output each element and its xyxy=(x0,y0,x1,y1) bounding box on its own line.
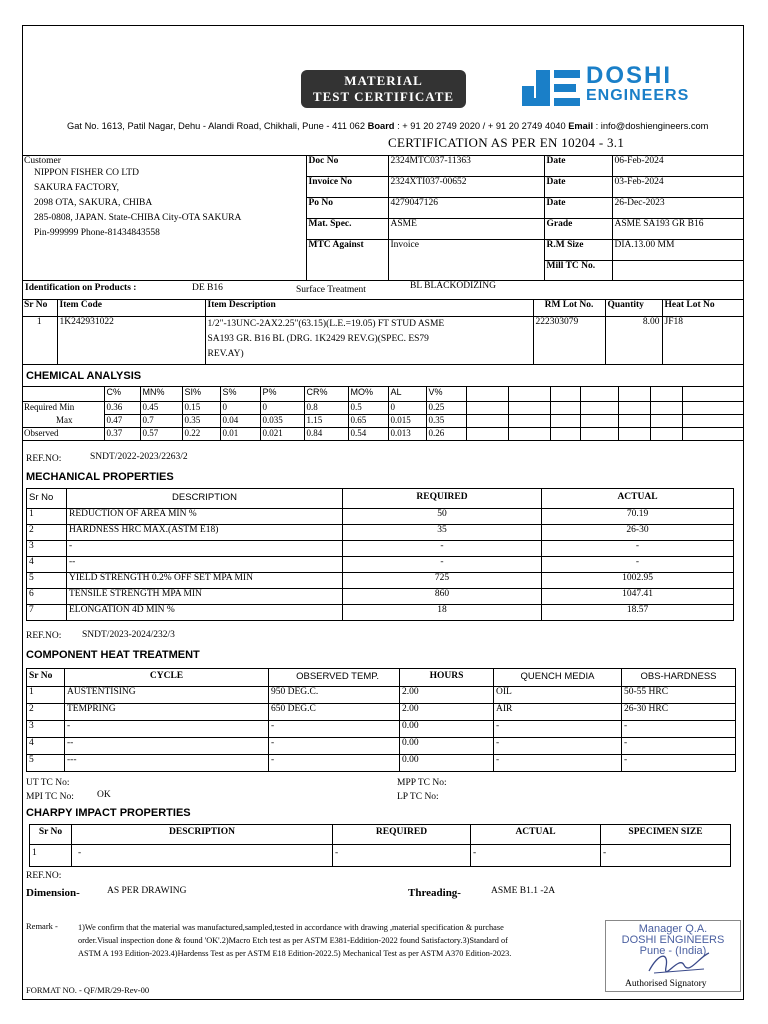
signature-icon xyxy=(644,947,714,977)
mech-desc: YIELD STRENGTH 0.2% OFF SET MPA MIN xyxy=(67,573,343,589)
mech-sr: 1 xyxy=(27,509,67,525)
blank-cell xyxy=(618,387,650,402)
certification-standard: CERTIFICATION AS PER EN 10204 - 3.1 xyxy=(388,135,625,150)
col-header: Sr No xyxy=(27,669,65,687)
blank-cell xyxy=(466,387,508,402)
logo-line2: ENGINEERS xyxy=(586,87,690,104)
col-header: Quantity xyxy=(605,300,662,317)
chem-ref-label: REF.NO: xyxy=(26,454,62,464)
chem-header: CR% xyxy=(304,387,348,402)
item-table xyxy=(22,299,744,365)
ht-hardness: - xyxy=(622,755,736,772)
stamp-line2: DOSHI ENGINEERS xyxy=(621,934,725,946)
company-logo-text xyxy=(586,62,690,106)
col-header: Item Description xyxy=(205,300,533,317)
mech-desc: - xyxy=(67,541,343,557)
heat-treatment-table xyxy=(26,668,736,772)
blank-cell xyxy=(618,415,650,428)
blank-cell xyxy=(22,387,104,402)
table-row xyxy=(27,687,736,704)
required-min-label: Required Min xyxy=(22,402,104,415)
mech-desc: HARDNESS HRC MAX.(ASTM E18) xyxy=(67,525,343,541)
mat-spec-value: ASME xyxy=(388,219,544,240)
col-header: QUENCH MEDIA xyxy=(494,669,622,687)
authorised-signatory: Authorised Signatory xyxy=(625,979,707,989)
customer-cell xyxy=(22,156,306,281)
item-sr: 1 xyxy=(22,317,57,365)
mech-desc: -- xyxy=(67,557,343,573)
chem-max: 0.35 xyxy=(182,415,220,428)
mill-tc-value xyxy=(612,261,744,281)
col-header: Sr No xyxy=(22,300,57,317)
chem-min: 0 xyxy=(260,402,304,415)
customer-line: 2098 OTA, SAKURA, CHIBA xyxy=(34,198,153,208)
mech-actual: 1002.95 xyxy=(542,573,734,589)
table-row xyxy=(27,557,734,573)
chem-observed: 0.021 xyxy=(260,428,304,441)
chem-max: 0.015 xyxy=(388,415,426,428)
observed-label: Observed xyxy=(22,428,104,441)
blank-cell xyxy=(580,415,618,428)
mech-actual: 26-30 xyxy=(542,525,734,541)
table-row xyxy=(27,704,736,721)
chem-max: 1.15 xyxy=(304,415,348,428)
mech-actual: - xyxy=(542,541,734,557)
dimension-value: AS PER DRAWING xyxy=(107,886,187,896)
table-row xyxy=(27,509,734,525)
identification-value: DE B16 xyxy=(192,283,223,293)
charpy-sr: 1 xyxy=(30,845,72,867)
charpy-size: - xyxy=(601,845,731,867)
mech-actual: 70.19 xyxy=(542,509,734,525)
table-row xyxy=(27,721,736,738)
blank-cell xyxy=(466,428,508,441)
charpy-required: - xyxy=(333,845,471,867)
chem-max: 0.7 xyxy=(140,415,182,428)
ht-cycle: AUSTENTISING xyxy=(65,687,269,704)
chem-header: MN% xyxy=(140,387,182,402)
blank-cell xyxy=(466,402,508,415)
ht-sr: 5 xyxy=(27,755,65,772)
col-header: RM Lot No. xyxy=(533,300,605,317)
item-rm-lot: 222303079 xyxy=(533,317,605,365)
customer-line: 285-0808, JAPAN. State-CHIBA City-OTA SAKURA xyxy=(34,213,242,223)
chem-header: C% xyxy=(104,387,140,402)
blank-cell xyxy=(682,387,744,402)
ht-temp: - xyxy=(269,755,400,772)
table-row xyxy=(27,589,734,605)
mech-sr: 4 xyxy=(27,557,67,573)
ht-hours: 0.00 xyxy=(400,755,494,772)
chem-max: 0.35 xyxy=(426,415,466,428)
format-number: FORMAT NO. - QF/MR/29-Rev-00 xyxy=(26,985,150,995)
doshi-logo-icon xyxy=(522,68,582,108)
stamp-line3: Pune - (India) xyxy=(639,945,707,957)
mech-sr: 2 xyxy=(27,525,67,541)
chem-min: 0.8 xyxy=(304,402,348,415)
blank-cell xyxy=(580,402,618,415)
ht-hours: 0.00 xyxy=(400,721,494,738)
table-row xyxy=(27,573,734,589)
charpy-desc: - xyxy=(72,845,333,867)
title-badge xyxy=(301,70,466,108)
badge-line1: MATERIAL xyxy=(344,73,423,88)
table-row xyxy=(22,415,744,428)
remark-line: ASTM A 193 Edition-2023.4)Hardenss Test as per ASTM E18 Edition-2022.5) Mechanical Test as per ASTM A370 Edition-2023. xyxy=(78,949,512,958)
ht-cycle: --- xyxy=(65,755,269,772)
company-address xyxy=(67,121,708,131)
grade-value: ASME SA193 GR B16 xyxy=(612,219,744,240)
chem-header: AL xyxy=(388,387,426,402)
mech-actual: - xyxy=(542,557,734,573)
table-row xyxy=(27,541,734,557)
table-row xyxy=(22,402,744,415)
customer-line: SAKURA FACTORY, xyxy=(34,183,120,193)
blank-cell xyxy=(580,387,618,402)
chem-min: 0.36 xyxy=(104,402,140,415)
surface-treatment-value: BL BLACKODIZING xyxy=(410,281,496,291)
ht-cycle: TEMPRING xyxy=(65,704,269,721)
po-label: Po No xyxy=(306,198,388,219)
chem-observed: 0.54 xyxy=(348,428,388,441)
remark-line: order.Visual inspection done & found 'OK'.2)Macro Etch test as per ASTM E381-Eddition-2022 found Satisfactory.3)Standard of xyxy=(78,936,508,945)
mtc-against-value: Invoice xyxy=(388,240,544,281)
blank-cell xyxy=(550,415,580,428)
blank-cell xyxy=(650,402,682,415)
col-header: Sr No xyxy=(27,489,67,509)
chem-ref-value: SNDT/2022-2023/2263/2 xyxy=(90,452,188,462)
table-row xyxy=(22,428,744,441)
logo-line1: DOSHI xyxy=(586,62,673,89)
col-header: CYCLE xyxy=(65,669,269,687)
ht-hours: 0.00 xyxy=(400,738,494,755)
item-heat-lot: JF18 xyxy=(662,317,744,365)
chem-observed: 0.57 xyxy=(140,428,182,441)
blank-cell xyxy=(508,402,550,415)
board-label: Board xyxy=(367,121,395,131)
mech-desc: ELONGATION 4D MIN % xyxy=(67,605,343,621)
badge-line2: TEST CERTIFICATE xyxy=(312,89,455,104)
po-date-value: 26-Dec-2023 xyxy=(612,198,744,219)
mech-desc: TENSILE STRENGTH MPA MIN xyxy=(67,589,343,605)
mech-required: 860 xyxy=(343,589,542,605)
ht-sr: 2 xyxy=(27,704,65,721)
blank-cell xyxy=(682,428,744,441)
blank-cell xyxy=(618,402,650,415)
chem-min: 0.45 xyxy=(140,402,182,415)
table-row xyxy=(27,738,736,755)
remark-line: 1)We confirm that the material was manufactured,sampled,tested in accordance with drawing ,material specification & purchase xyxy=(78,923,504,932)
mech-desc: REDUCTION OF AREA MIN % xyxy=(67,509,343,525)
chem-observed: 0.013 xyxy=(388,428,426,441)
ht-hardness: - xyxy=(622,721,736,738)
mech-required: 35 xyxy=(343,525,542,541)
ht-hardness: - xyxy=(622,738,736,755)
col-header: DESCRIPTION xyxy=(72,825,333,845)
mech-sr: 7 xyxy=(27,605,67,621)
board-value: : + 91 20 2749 2020 / + 91 20 2749 4040 xyxy=(397,121,566,131)
remark-text xyxy=(78,921,604,960)
blank-cell xyxy=(650,415,682,428)
item-desc-line: 1/2"-13UNC-2AX2.25"(63.15)(L.E.=19.05) FT STUD ASME xyxy=(207,319,445,329)
chem-min: 0.25 xyxy=(426,402,466,415)
mech-required: - xyxy=(343,541,542,557)
chem-max: 0.04 xyxy=(220,415,260,428)
mpi-tc-label: MPI TC No: xyxy=(26,792,74,802)
col-header: OBSERVED TEMP. xyxy=(269,669,400,687)
chem-observed: 0.26 xyxy=(426,428,466,441)
col-header: Heat Lot No xyxy=(662,300,744,317)
heat-treatment-title: COMPONENT HEAT TREATMENT xyxy=(26,649,200,661)
chemical-analysis-title: CHEMICAL ANALYSIS xyxy=(26,370,142,382)
mech-sr: 3 xyxy=(27,541,67,557)
blank-cell xyxy=(682,402,744,415)
ht-temp: - xyxy=(269,721,400,738)
threading-value: ASME B1.1 -2A xyxy=(491,886,556,896)
ht-hardness: 50-55 HRC xyxy=(622,687,736,704)
threading-label: Threading- xyxy=(408,887,461,899)
chem-header: P% xyxy=(260,387,304,402)
ht-media: OIL xyxy=(494,687,622,704)
blank-cell xyxy=(682,415,744,428)
date-label: Date xyxy=(544,198,612,219)
charpy-ref-label: REF.NO: xyxy=(26,871,62,881)
address-text: Gat No. 1613, Patil Nagar, Dehu - Alandi Road, Chikhali, Pune - 411 062 xyxy=(67,121,366,131)
ht-temp: 650 DEG.C xyxy=(269,704,400,721)
col-header: Sr No xyxy=(30,825,72,845)
customer-line: Pin-999999 Phone-81434843558 xyxy=(34,228,160,238)
blank-cell xyxy=(466,415,508,428)
ht-media: - xyxy=(494,721,622,738)
email-value: : info@doshiengineers.com xyxy=(595,121,709,131)
mpp-tc-label: MPP TC No: xyxy=(397,778,447,788)
doc-no-label: Doc No xyxy=(306,156,388,177)
table-row xyxy=(27,755,736,772)
customer-line: NIPPON FISHER CO LTD xyxy=(34,168,139,178)
chem-observed: 0.84 xyxy=(304,428,348,441)
table-row xyxy=(30,845,731,867)
col-header: HOURS xyxy=(400,669,494,687)
item-quantity: 8.00 xyxy=(605,317,662,365)
ht-hardness: 26-30 HRC xyxy=(622,704,736,721)
chem-min: 0.5 xyxy=(348,402,388,415)
col-header: REQUIRED xyxy=(343,489,542,509)
rm-size-label: R.M Size xyxy=(544,240,612,261)
mech-actual: 18.57 xyxy=(542,605,734,621)
table-row xyxy=(27,605,734,621)
mech-required: 18 xyxy=(343,605,542,621)
chem-header: S% xyxy=(220,387,260,402)
customer-info-table xyxy=(22,155,744,281)
blank-cell xyxy=(650,428,682,441)
chem-header: MO% xyxy=(348,387,388,402)
invoice-label: Invoice No xyxy=(306,177,388,198)
col-header: REQUIRED xyxy=(333,825,471,845)
chem-min: 0 xyxy=(220,402,260,415)
customer-label: Customer xyxy=(24,156,61,166)
ht-hours: 2.00 xyxy=(400,704,494,721)
blank-cell xyxy=(550,428,580,441)
doc-no-value: 2324MTC037-11363 xyxy=(388,156,544,177)
mech-sr: 5 xyxy=(27,573,67,589)
item-desc-line: REV.AY) xyxy=(207,349,244,359)
chem-max: 0.47 xyxy=(104,415,140,428)
mpi-tc-value: OK xyxy=(97,790,111,800)
surface-treatment-label: Surface Treatment xyxy=(296,285,366,295)
mechanical-properties-title: MECHANICAL PROPERTIES xyxy=(26,471,174,483)
charpy-title: CHARPY IMPACT PROPERTIES xyxy=(26,807,191,819)
blank-cell xyxy=(580,428,618,441)
col-header: OBS-HARDNESS xyxy=(622,669,736,687)
chem-max: 0.65 xyxy=(348,415,388,428)
doc-date-value: 06-Feb-2024 xyxy=(612,156,744,177)
mech-ref-value: SNDT/2023-2024/232/3 xyxy=(82,630,175,640)
mechanical-table xyxy=(26,488,734,621)
rm-size-value: DIA.13.00 MM xyxy=(612,240,744,261)
ht-temp: 950 DEG.C. xyxy=(269,687,400,704)
blank-cell xyxy=(550,387,580,402)
col-header: SPECIMEN SIZE xyxy=(601,825,731,845)
mech-ref-label: REF.NO: xyxy=(26,631,62,641)
mech-actual: 1047.41 xyxy=(542,589,734,605)
chem-observed: 0.01 xyxy=(220,428,260,441)
stamp-line1: Manager Q.A. xyxy=(638,923,708,935)
table-row xyxy=(22,317,744,365)
ht-hours: 2.00 xyxy=(400,687,494,704)
dimension-label: Dimension- xyxy=(26,887,80,899)
blank-cell xyxy=(618,428,650,441)
col-header: ACTUAL xyxy=(471,825,601,845)
blank-cell xyxy=(508,428,550,441)
ht-cycle: - xyxy=(65,721,269,738)
col-header: ACTUAL xyxy=(542,489,734,509)
item-code: 1K242931022 xyxy=(57,317,205,365)
mtc-against-label: MTC Against xyxy=(306,240,388,281)
ht-sr: 4 xyxy=(27,738,65,755)
table-row xyxy=(27,525,734,541)
col-header: Item Code xyxy=(57,300,205,317)
chem-observed: 0.37 xyxy=(104,428,140,441)
grade-label: Grade xyxy=(544,219,612,240)
customer-address xyxy=(24,166,304,241)
date-label: Date xyxy=(544,177,612,198)
charpy-actual: - xyxy=(471,845,601,867)
chem-header: SI% xyxy=(182,387,220,402)
ht-sr: 1 xyxy=(27,687,65,704)
chem-min: 0 xyxy=(388,402,426,415)
ut-tc-label: UT TC No: xyxy=(26,778,70,788)
ht-media: AIR xyxy=(494,704,622,721)
mill-tc-label: Mill TC No. xyxy=(544,261,612,281)
blank-cell xyxy=(550,402,580,415)
mat-spec-label: Mat. Spec. xyxy=(306,219,388,240)
chem-max: 0.035 xyxy=(260,415,304,428)
charpy-table xyxy=(29,824,731,867)
identification-label: Identification on Products : xyxy=(25,283,137,293)
email-label: Email xyxy=(568,121,594,131)
remark-label: Remark - xyxy=(26,921,58,931)
chem-header: V% xyxy=(426,387,466,402)
ht-media: - xyxy=(494,738,622,755)
mech-required: 725 xyxy=(343,573,542,589)
date-label: Date xyxy=(544,156,612,177)
chemical-table xyxy=(22,386,744,441)
blank-cell xyxy=(650,387,682,402)
invoice-date-value: 03-Feb-2024 xyxy=(612,177,744,198)
item-description xyxy=(205,317,533,365)
col-header: DESCRIPTION xyxy=(67,489,343,509)
max-label: Max xyxy=(22,415,104,428)
ht-cycle: -- xyxy=(65,738,269,755)
ht-temp: - xyxy=(269,738,400,755)
ht-sr: 3 xyxy=(27,721,65,738)
chem-observed: 0.22 xyxy=(182,428,220,441)
ht-media: - xyxy=(494,755,622,772)
blank-cell xyxy=(508,387,550,402)
mech-sr: 6 xyxy=(27,589,67,605)
lp-tc-label: LP TC No: xyxy=(397,792,439,802)
invoice-value: 2324XTI037-00652 xyxy=(388,177,544,198)
mech-required: - xyxy=(343,557,542,573)
blank-cell xyxy=(508,415,550,428)
po-value: 4279047126 xyxy=(388,198,544,219)
item-desc-line: SA193 GR. B16 BL (DRG. 1K2429 REV.G)(SPEC. ES79 xyxy=(207,334,429,344)
mech-required: 50 xyxy=(343,509,542,525)
chem-min: 0.15 xyxy=(182,402,220,415)
